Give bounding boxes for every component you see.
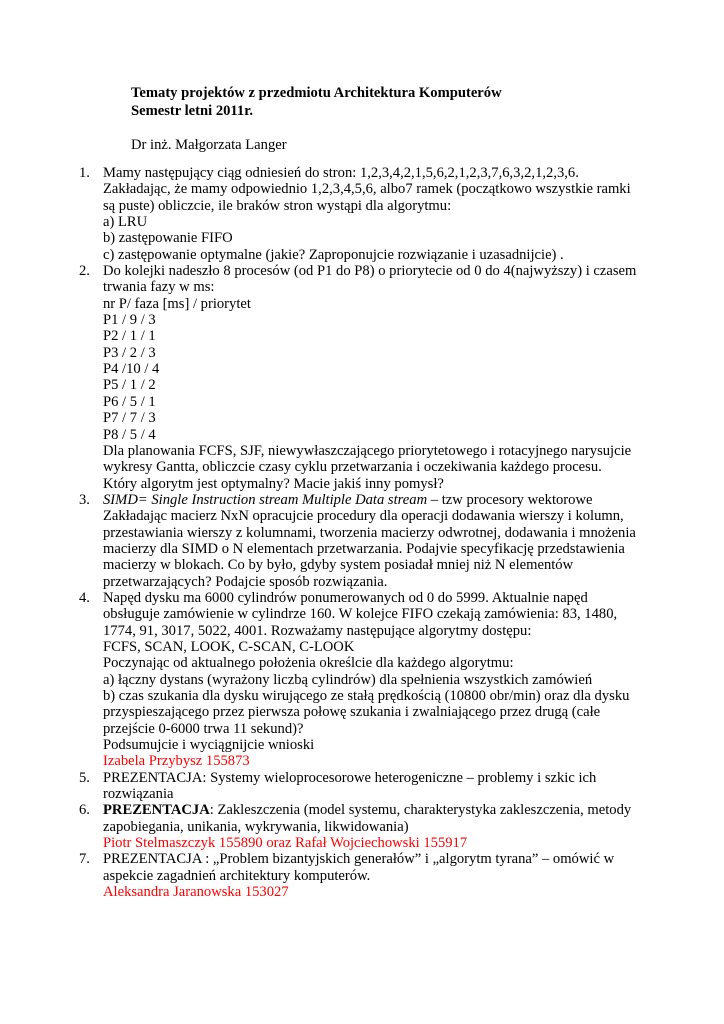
task-number: 7.	[79, 851, 90, 868]
task-item-1	[79, 165, 663, 263]
document-title: Tematy projektów z przedmiotu Architektura Komputerów	[131, 85, 502, 101]
process-row: P2 / 1 / 1	[103, 328, 156, 345]
presentation-label: PREZENTACJA	[103, 802, 210, 819]
task-line: Mamy następujący ciąg odniesień do stron: 1,2,3,4,2,1,5,6,2,1,2,3,7,6,3,2,1,2,3,6.	[103, 165, 579, 181]
task-line-rest: : Zakleszczenia (model systemu, charakterystyka zakleszczenia, metody	[209, 802, 632, 819]
assigned-student: Piotr Stelmaszczyk 155890 oraz Rafał Wojciechowski 155917	[103, 835, 468, 852]
task-line: wykresy Gantta, obliczcie czasy cyklu przetwarzania i oczekiwania każdego procesu.	[103, 459, 602, 476]
task-line: PREZENTACJA : „Problem bizantyjskich generałów” i „algorytm tyrana” – omówić w	[103, 851, 615, 868]
process-row: P3 / 2 / 3	[103, 344, 156, 361]
task-line: a) LRU	[103, 214, 148, 231]
task-line: 1774, 91, 3017, 5022, 4001. Rozważamy następujące algorytmy dostępu:	[103, 622, 532, 639]
task-number: 3.	[79, 491, 90, 508]
process-row: P8 / 5 / 4	[103, 426, 156, 443]
task-line: aspekcie zagadnień architektury komputerów.	[103, 867, 371, 884]
task-item-4	[79, 589, 663, 770]
task-line: FCFS, SCAN, LOOK, C-SCAN, C-LOOK	[103, 638, 355, 655]
process-row: P1 / 9 / 3	[103, 312, 156, 329]
process-row: P6 / 5 / 1	[103, 393, 156, 410]
assigned-student: Aleksandra Jaranowska 153027	[103, 884, 289, 901]
document-header	[131, 84, 691, 154]
task-line: Do kolejki nadeszło 8 procesów (od P1 do P8) o priorytecie od 0 do 4(najwyższy) i czasem	[103, 263, 637, 280]
task-line: PREZENTACJA: Systemy wieloprocesorowe heterogeniczne – problemy i szkic ich	[103, 769, 597, 786]
assigned-student: Izabela Przybysz 155873	[103, 753, 250, 770]
task-item-5	[79, 769, 663, 803]
task-line: a) łączny dystans (wyrażony liczbą cylindrów) dla spełnienia wszystkich zamówień	[103, 671, 593, 688]
task-line: Zakładając macierz NxN opracujcie procedury dla operacji dodawania wierszy i kolumn,	[103, 508, 624, 525]
task-item-3	[79, 491, 663, 590]
task-line	[103, 492, 663, 508]
task-line: Podsumujcie i wyciągnijcie wnioski	[103, 737, 315, 754]
task-item-6	[79, 802, 663, 852]
task-line: Zakładając, że mamy odpowiednio 1,2,3,4,5,6, albo7 ramek (początkowo wszystkie ramki	[103, 181, 631, 198]
task-number: 1.	[79, 165, 90, 181]
semester-label: Semestr letni 2011r.	[131, 103, 254, 119]
task-item-2	[79, 263, 663, 492]
task-line: przejście 0-6000 trwa 11 sekund)?	[103, 720, 304, 737]
task-line: zapobiegania, unikania, wykrywania, likwidowania)	[103, 818, 409, 835]
task-line: Dla planowania FCFS, SJF, niewywłaszczającego priorytetowego i rotacyjnego narysujcie	[103, 442, 632, 459]
task-line: przyspieszającego przez pierwsza połowę szukania i zwalniającego przez drugą (całe	[103, 704, 601, 721]
author-name: Dr inż. Małgorzata Langer	[131, 137, 287, 153]
task-line: b) czas szukania dla dysku wirującego ze stałą prędkością (10800 obr/min) oraz dla dysku	[103, 688, 630, 704]
task-line: c) zastępowanie optymalne (jakie? Zaproponujcie rozwiązanie i uzasadnijcie) .	[103, 246, 564, 263]
task-line: obsługuje zamówienie w cylindrze 160. W kolejce FIFO czekają zamówienia: 83, 1480,	[103, 606, 618, 623]
task-number: 4.	[79, 589, 90, 606]
task-line	[103, 802, 663, 818]
task-line: Napęd dysku ma 6000 cylindrów ponumerowanych od 0 do 5999. Aktualnie napęd	[103, 589, 588, 606]
task-item-7	[79, 851, 663, 901]
task-line: przetwarzających? Podajcie sposób rozwiązania.	[103, 573, 388, 590]
task-list	[79, 165, 663, 901]
task-number: 6.	[79, 802, 90, 819]
task-line: rozwiązania	[103, 786, 174, 803]
task-line: Który algorytm jest optymalny? Macie jakiś inny pomysł?	[103, 475, 444, 492]
task-line: macierzy dla SIMD o N elementach przetwarzania. Podajvie specyfikację przedstawienia	[103, 540, 625, 557]
task-line: trwania fazy w ms:	[103, 279, 215, 296]
task-number: 5.	[79, 769, 90, 786]
task-line: są puste) obliczcie, ile braków stron wystąpi dla algorytmu:	[103, 197, 452, 214]
task-line: przestawiania wierszy z kolumnami, tworzenia macierzy odwrotnej, dodawania i mnożenia	[103, 524, 636, 541]
task-line-rest: – tzw procesory wektorowe	[427, 491, 593, 508]
process-row: P7 / 7 / 3	[103, 410, 156, 427]
task-line: b) zastępowanie FIFO	[103, 230, 233, 247]
process-row: P5 / 1 / 2	[103, 377, 156, 394]
simd-definition: SIMD= Single Instruction stream Multiple Data stream	[103, 491, 428, 508]
task-number: 2.	[79, 263, 90, 280]
task-line: nr P/ faza [ms] / priorytet	[103, 295, 251, 312]
process-row: P4 /10 / 4	[103, 361, 160, 378]
task-line: Poczynając od aktualnego położenia określcie dla każdego algorytmu:	[103, 655, 514, 672]
task-line: macierzy w blokach. Co by było, gdyby system posiadał mniej niż N elementów	[103, 557, 574, 574]
